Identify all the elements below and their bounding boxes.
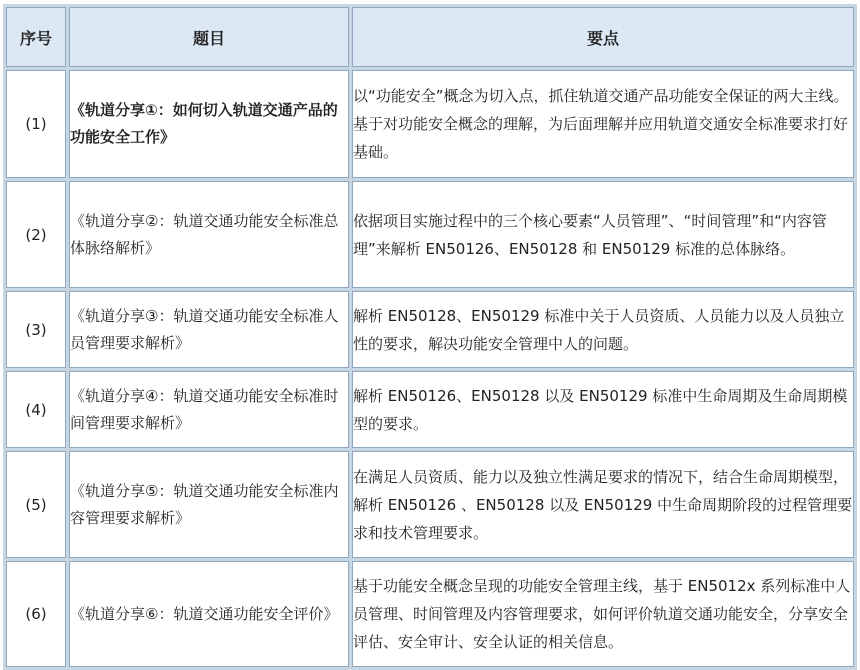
table-row bbox=[6, 181, 854, 288]
table-row bbox=[6, 70, 854, 178]
table-row bbox=[6, 291, 854, 368]
row-title: 《轨道分享⑥：轨道交通功能安全评价》 bbox=[69, 561, 349, 667]
table-row bbox=[6, 371, 854, 448]
header-points: 要点 bbox=[352, 7, 854, 67]
row-points: 解析 EN50126、EN50128 以及 EN50129 标准中生命周期及生命周期模型的要求。 bbox=[352, 371, 854, 448]
row-title: 《轨道分享⑤：轨道交通功能安全标准内容管理要求解析》 bbox=[69, 451, 349, 558]
row-title-text: 《轨道分享①：如何切入轨道交通产品的功能安全工作》 bbox=[70, 101, 338, 146]
row-title: 《轨道分享③：轨道交通功能安全标准人员管理要求解析》 bbox=[69, 291, 349, 368]
header-title: 题目 bbox=[69, 7, 349, 67]
row-index: (4) bbox=[6, 371, 66, 448]
row-title: 《轨道分享②：轨道交通功能安全标准总体脉络解析》 bbox=[69, 181, 349, 288]
table-row bbox=[6, 451, 854, 558]
table-row bbox=[6, 561, 854, 667]
row-index: (1) bbox=[6, 70, 66, 178]
header-index: 序号 bbox=[6, 7, 66, 67]
row-points: 依据项目实施过程中的三个核心要素“人员管理”、“时间管理”和“内容管理”来解析 EN50126、EN50128 和 EN50129 标准的总体脉络。 bbox=[352, 181, 854, 288]
row-points: 解析 EN50128、EN50129 标准中关于人员资质、人员能力以及人员独立性的要求，解决功能安全管理中人的问题。 bbox=[352, 291, 854, 368]
header-row bbox=[6, 7, 854, 67]
row-index: (6) bbox=[6, 561, 66, 667]
row-index: (5) bbox=[6, 451, 66, 558]
row-title: 《轨道分享④：轨道交通功能安全标准时间管理要求解析》 bbox=[69, 371, 349, 448]
row-index: (3) bbox=[6, 291, 66, 368]
topics-table bbox=[3, 4, 857, 670]
row-points: 在满足人员资质、能力以及独立性满足要求的情况下，结合生命周期模型，解析 EN50126 、EN50128 以及 EN50129 中生命周期阶段的过程管理要求和技术管理要求。 bbox=[352, 451, 854, 558]
row-title bbox=[69, 70, 349, 178]
row-index: (2) bbox=[6, 181, 66, 288]
row-points: 基于功能安全概念呈现的功能安全管理主线，基于 EN5012x 系列标准中人员管理、时间管理及内容管理要求，如何评价轨道交通功能安全，分享安全评估、安全审计、安全认证的相关信息。 bbox=[352, 561, 854, 667]
row-points: 以“功能安全”概念为切入点，抓住轨道交通产品功能安全保证的两大主线。基于对功能安全概念的理解，为后面理解并应用轨道交通安全标准要求打好基础。 bbox=[352, 70, 854, 178]
